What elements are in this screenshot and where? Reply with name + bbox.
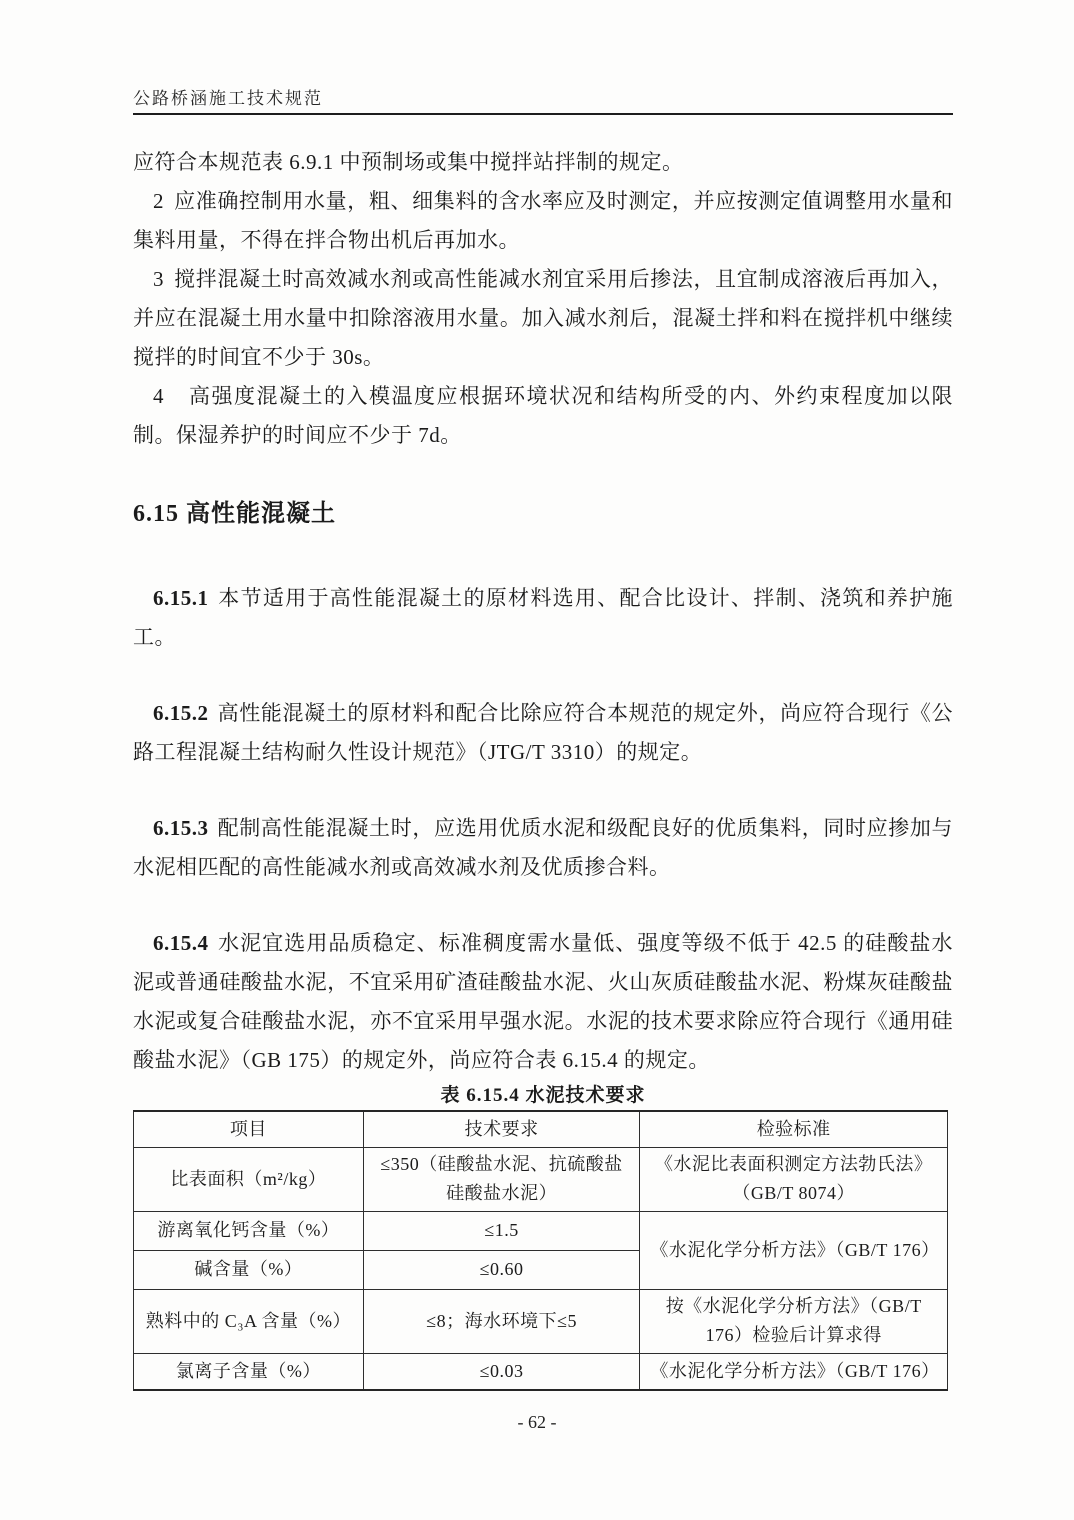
cell-standard: 《水泥比表面积测定方法勃氏法》（GB/T 8074） bbox=[640, 1147, 948, 1211]
paragraph-number: 3 bbox=[153, 267, 164, 291]
paragraph-text: 高强度混凝土的入模温度应根据环境状况和结构所受的内、外约束程度加以限制。保湿养护的时间应不少于 7d。 bbox=[133, 384, 953, 447]
clause-text: 本节适用于高性能混凝土的原材料选用、配合比设计、拌制、浇筑和养护施工。 bbox=[133, 586, 953, 649]
paragraph-text: 搅拌混凝土时高效减水剂或高性能减水剂宜采用后掺法，且宜制成溶液后再加入，并应在混凝土用水量中扣除溶液用水量。加入减水剂后，混凝土拌和料在搅拌机中继续搅拌的时间宜不少于 30s。 bbox=[133, 267, 953, 369]
column-header-item: 项目 bbox=[134, 1111, 364, 1147]
clause-number: 6.15.2 bbox=[153, 701, 209, 725]
cell-item: 碱含量（%） bbox=[134, 1250, 364, 1289]
cement-requirements-table bbox=[133, 1110, 948, 1391]
column-header-requirement: 技术要求 bbox=[363, 1111, 640, 1147]
clause-6-15-2 bbox=[133, 694, 953, 772]
paragraph-item-3 bbox=[133, 260, 953, 377]
clause-6-15-1 bbox=[133, 579, 953, 657]
table-header-row bbox=[134, 1111, 948, 1147]
column-header-standard: 检验标准 bbox=[640, 1111, 948, 1147]
paragraph-item-2 bbox=[133, 182, 953, 260]
cell-item: 比表面积（m²/kg） bbox=[134, 1147, 364, 1211]
cell-standard-merged: 《水泥化学分析方法》（GB/T 176） bbox=[640, 1211, 948, 1289]
table-row bbox=[134, 1211, 948, 1250]
table-row bbox=[134, 1147, 948, 1211]
cell-requirement: ≤8；海水环境下≤5 bbox=[363, 1289, 640, 1353]
cell-requirement: ≤350（硅酸盐水泥、抗硫酸盐硅酸盐水泥） bbox=[363, 1147, 640, 1211]
cell-item: 熟料中的 C₃A 含量（%） bbox=[134, 1289, 364, 1353]
cell-requirement: ≤1.5 bbox=[363, 1211, 640, 1250]
clause-number: 6.15.3 bbox=[153, 816, 209, 840]
clause-text: 配制高性能混凝土时，应选用优质水泥和级配良好的优质集料，同时应掺加与水泥相匹配的高性能减水剂或高效减水剂及优质掺合料。 bbox=[133, 816, 953, 879]
section-heading-6-15: 6.15 高性能混凝土 bbox=[133, 501, 336, 527]
paragraph-number: 4 bbox=[153, 384, 164, 408]
cell-requirement: ≤0.03 bbox=[363, 1353, 640, 1390]
cell-requirement: ≤0.60 bbox=[363, 1250, 640, 1289]
table-row bbox=[134, 1289, 948, 1353]
page-content bbox=[133, 143, 953, 1391]
clause-text: 水泥宜选用品质稳定、标准稠度需水量低、强度等级不低于 42.5 的硅酸盐水泥或普通硅酸盐水泥，不宜采用矿渣硅酸盐水泥、火山灰质硅酸盐水泥、粉煤灰硅酸盐水泥或复合硅酸盐水泥，亦不宜采用早强水泥。水泥的技术要求除应符合现行《通用硅酸盐水泥》（GB 175）的规定外，尚应符合表 6.15.4 的规定。 bbox=[133, 931, 953, 1072]
cell-item: 游离氧化钙含量（%） bbox=[134, 1211, 364, 1250]
clause-number: 6.15.1 bbox=[153, 586, 209, 610]
clause-6-15-4 bbox=[133, 924, 953, 1080]
table-title: 表 6.15.4 水泥技术要求 bbox=[440, 1085, 646, 1106]
paragraph-item-4 bbox=[133, 377, 953, 455]
running-header bbox=[133, 0, 953, 115]
cell-standard: 按《水泥化学分析方法》（GB/T 176）检验后计算求得 bbox=[640, 1289, 948, 1353]
page-number: - 62 - bbox=[517, 1412, 557, 1432]
clause-number: 6.15.4 bbox=[153, 931, 209, 955]
paragraph-number: 2 bbox=[153, 189, 164, 213]
paragraph-continuation bbox=[133, 143, 953, 182]
cell-item: 氯离子含量（%） bbox=[134, 1353, 364, 1390]
cell-standard: 《水泥化学分析方法》（GB/T 176） bbox=[640, 1353, 948, 1390]
paragraph-text: 应准确控制用水量，粗、细集料的含水率应及时测定，并应按测定值调整用水量和集料用量，不得在拌合物出机后再加水。 bbox=[133, 189, 953, 252]
running-header-title: 公路桥涵施工技术规范 bbox=[133, 89, 323, 108]
clause-6-15-3 bbox=[133, 809, 953, 887]
table-row bbox=[134, 1353, 948, 1390]
clause-text: 高性能混凝土的原材料和配合比除应符合本规范的规定外，尚应符合现行《公路工程混凝土结构耐久性设计规范》（JTG/T 3310）的规定。 bbox=[133, 701, 953, 764]
paragraph-text: 应符合本规范表 6.9.1 中预制场或集中搅拌站拌制的规定。 bbox=[133, 150, 684, 174]
